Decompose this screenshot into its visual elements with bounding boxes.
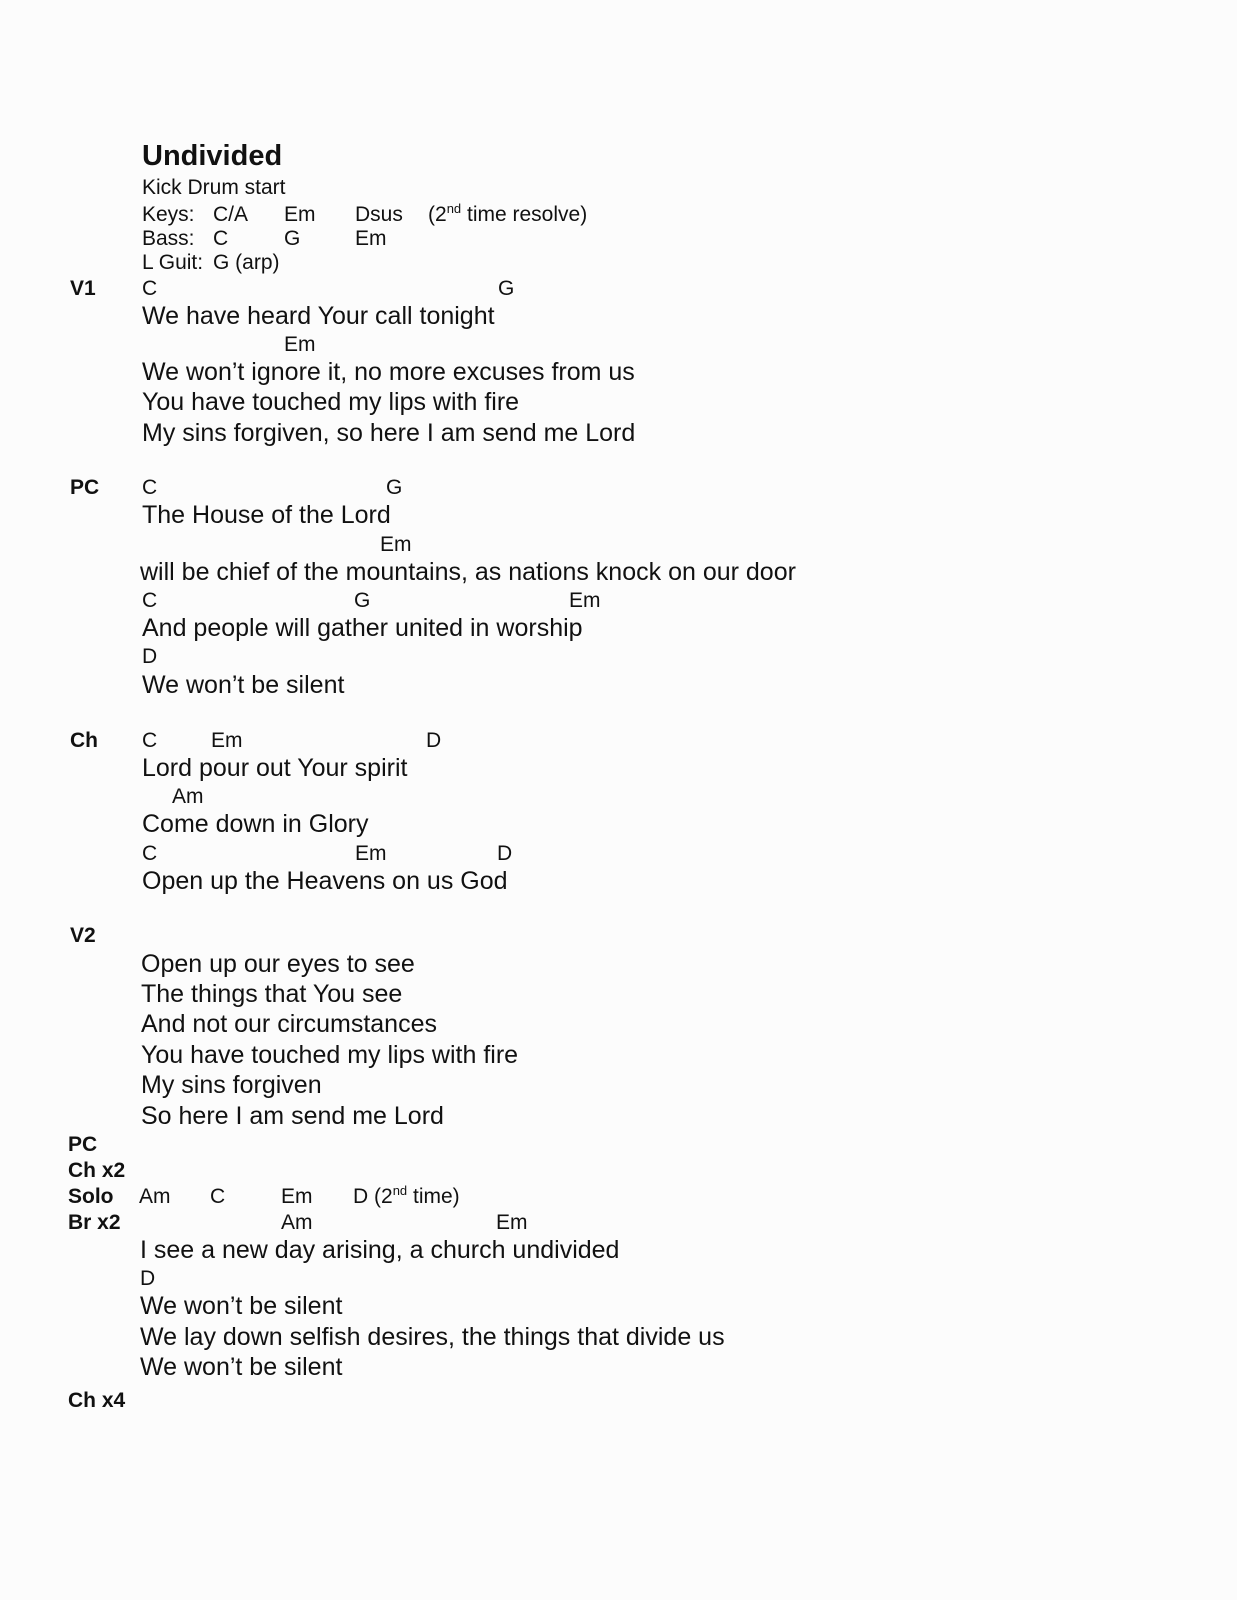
- br-chord: Em: [496, 1211, 528, 1234]
- section-label-ch: Ch: [70, 729, 98, 752]
- song-title: Undivided: [142, 140, 283, 172]
- pc-chord: G: [354, 589, 371, 612]
- keys-chord-2: Em: [284, 203, 316, 226]
- pc-lyric-line: will be chief of the mountains, as nations knock on our door: [140, 558, 796, 586]
- section-label-br-x2: Br x2: [68, 1211, 121, 1234]
- br-lyric-line: We won’t be silent: [140, 1292, 343, 1320]
- v1-chord: C: [142, 277, 158, 300]
- section-label-pc: PC: [70, 476, 100, 499]
- pc-chord: C: [142, 589, 158, 612]
- pc-chord: Em: [569, 589, 601, 612]
- lead-guitar-label: L Guit:: [142, 251, 204, 274]
- solo-chord: Em: [281, 1185, 313, 1208]
- section-label-v1: V1: [70, 277, 96, 300]
- br-lyric-line: We lay down selfish desires, the things that divide us: [140, 1323, 725, 1351]
- keys-resolve-note: (2nd time resolve): [428, 201, 588, 226]
- br-lyric-line: I see a new day arising, a church undivided: [140, 1236, 620, 1264]
- pc-lyric-line: The House of the Lord: [142, 501, 391, 529]
- ch-chord: D: [426, 729, 442, 752]
- ch-chord: C: [142, 842, 158, 865]
- ch-lyric-line: Open up the Heavens on us God: [142, 867, 508, 895]
- keys-chord-3: Dsus: [355, 203, 403, 226]
- v2-lyric-line: Open up our eyes to see: [141, 950, 415, 978]
- pc-lyric-line: We won’t be silent: [142, 671, 345, 699]
- pc-chord: Em: [380, 533, 412, 556]
- keys-chord-1: C/A: [213, 203, 249, 226]
- ch-chord: Am: [172, 785, 204, 808]
- pc-chord: D: [142, 645, 158, 668]
- solo-chord: D (2nd time): [353, 1183, 460, 1208]
- bass-chord-3: Em: [355, 227, 387, 250]
- v2-lyric-line: The things that You see: [141, 980, 403, 1008]
- v2-lyric-line: So here I am send me Lord: [141, 1102, 444, 1130]
- v1-lyric-line: We won’t ignore it, no more excuses from us: [142, 358, 635, 386]
- ch-chord: Em: [211, 729, 243, 752]
- v1-lyric-line: You have touched my lips with fire: [142, 388, 520, 416]
- pc-lyric-line: And people will gather united in worship: [142, 614, 583, 642]
- v2-lyric-line: My sins forgiven: [141, 1071, 322, 1099]
- br-lyric-line: We won’t be silent: [140, 1353, 343, 1381]
- ch-lyric-line: Come down in Glory: [142, 810, 369, 838]
- v1-lyric-line: My sins forgiven, so here I am send me Lord: [142, 419, 636, 447]
- br-chord: Am: [281, 1211, 313, 1234]
- br-chord: D: [140, 1267, 156, 1290]
- v1-lyric-line: We have heard Your call tonight: [142, 302, 495, 330]
- section-label-ch-x4: Ch x4: [68, 1389, 126, 1412]
- v1-chord: Em: [284, 333, 316, 356]
- ch-chord: Em: [355, 842, 387, 865]
- v2-lyric-line: And not our circumstances: [141, 1010, 437, 1038]
- bass-chord-1: C: [213, 227, 229, 250]
- lead-guitar-part: G (arp): [213, 251, 280, 274]
- section-label-v2: V2: [70, 924, 96, 947]
- ch-lyric-line: Lord pour out Your spirit: [142, 754, 408, 782]
- bass-chord-2: G: [284, 227, 301, 250]
- ch-chord: D: [497, 842, 513, 865]
- pc-chord: G: [386, 476, 403, 499]
- section-label-ch-x2: Ch x2: [68, 1159, 126, 1182]
- v1-chord: G: [498, 277, 515, 300]
- v2-lyric-line: You have touched my lips with fire: [141, 1041, 519, 1069]
- section-label-pc-repeat: PC: [68, 1133, 98, 1156]
- keys-label: Keys:: [142, 203, 195, 226]
- solo-chord: Am: [139, 1185, 171, 1208]
- ch-chord: C: [142, 729, 158, 752]
- bass-label: Bass:: [142, 227, 195, 250]
- intro-kick-drum: Kick Drum start: [142, 176, 286, 199]
- solo-chord: C: [210, 1185, 226, 1208]
- pc-chord: C: [142, 476, 158, 499]
- section-label-solo: Solo: [68, 1185, 114, 1208]
